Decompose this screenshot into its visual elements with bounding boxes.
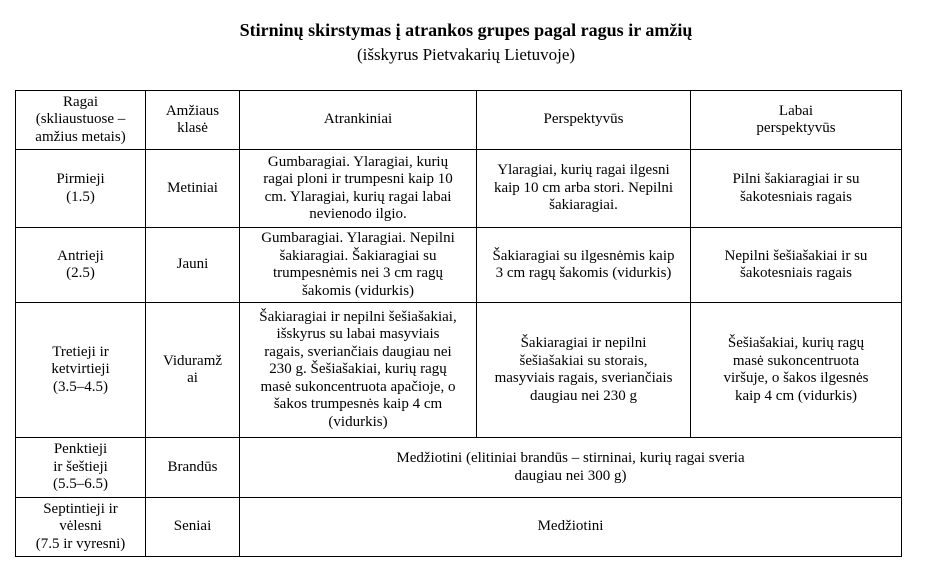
table-row (16, 498, 902, 557)
cell-merged-category: Medžiotini (240, 498, 902, 557)
cell-age-class: Seniai (146, 498, 240, 557)
cell-age-class: Brandūs (146, 438, 240, 498)
cell-horns: Tretieji ir ketvirtieji (3.5–4.5) (16, 303, 146, 438)
cell-perspective: Ylaragiai, kurių ragai ilgesni kaip 10 cm arba stori. Nepilni šakiaragiai. (477, 150, 691, 228)
cell-age-class: Jauni (146, 228, 240, 303)
cell-very-perspective: Šešiašakiai, kurių ragų masė sukoncentruota viršuje, o šakos ilgesnės kaip 4 cm (vidurkis) (691, 303, 902, 438)
cell-very-perspective: Nepilni šešiašakiai ir su šakotesniais ragais (691, 228, 902, 303)
cell-age-class: Metiniai (146, 150, 240, 228)
header-horns: Ragai (skliaustuose – amžius metais) (16, 91, 146, 150)
table-row (16, 150, 902, 228)
cell-very-perspective: Pilni šakiaragiai ir su šakotesniais ragais (691, 150, 902, 228)
table-row (16, 303, 902, 438)
cell-horns: Antrieji (2.5) (16, 228, 146, 303)
header-perspective: Perspektyvūs (477, 91, 691, 150)
table-row (16, 438, 902, 498)
document-subtitle: (išskyrus Pietvakarių Lietuvoje) (356, 45, 576, 64)
header-selective: Atrankiniai (240, 91, 477, 150)
table-row (16, 228, 902, 303)
cell-age-class: Viduramž ai (146, 303, 240, 438)
cell-horns: Pirmieji (1.5) (16, 150, 146, 228)
table-header-row (16, 91, 902, 150)
document-title: Stirninų skirstymas į atrankos grupes pagal ragus ir amžių (239, 20, 693, 40)
cell-horns: Penktieji ir šeštieji (5.5–6.5) (16, 438, 146, 498)
header-age-class: Amžiaus klasė (146, 91, 240, 150)
cell-perspective: Šakiaragiai su ilgesnėmis kaip 3 cm ragų šakomis (vidurkis) (477, 228, 691, 303)
cell-horns: Septintieji ir vėlesni (7.5 ir vyresni) (16, 498, 146, 557)
header-very-perspective: Labai perspektyvūs (691, 91, 902, 150)
cell-perspective: Šakiaragiai ir nepilni šešiašakiai su storais, masyviais ragais, sveriančiais daugiau nei 230 g (477, 303, 691, 438)
cell-selective: Šakiaragiai ir nepilni šešiašakiai, išskyrus su labai masyviais ragais, sveriančiais daugiau nei 230 g. Šešiašakiai, kurių ragų masė sukoncentruota apačioje, o šakos trumpesnės kaip 4 cm (vidurkis) (240, 303, 477, 438)
cell-merged-category: Medžiotini (elitiniai brandūs – stirninai, kurių ragai sveria daugiau nei 300 g) (240, 438, 902, 498)
cell-selective: Gumbaragiai. Ylaragiai. Nepilni šakiaragiai. Šakiaragiai su trumpesnėmis nei 3 cm ragų šakomis (vidurkis) (240, 228, 477, 303)
cell-selective: Gumbaragiai. Ylaragiai, kurių ragai ploni ir trumpesni kaip 10 cm. Ylaragiai, kurių ragai labai nevienodo ilgio. (240, 150, 477, 228)
roe-deer-classification-table (15, 90, 902, 557)
